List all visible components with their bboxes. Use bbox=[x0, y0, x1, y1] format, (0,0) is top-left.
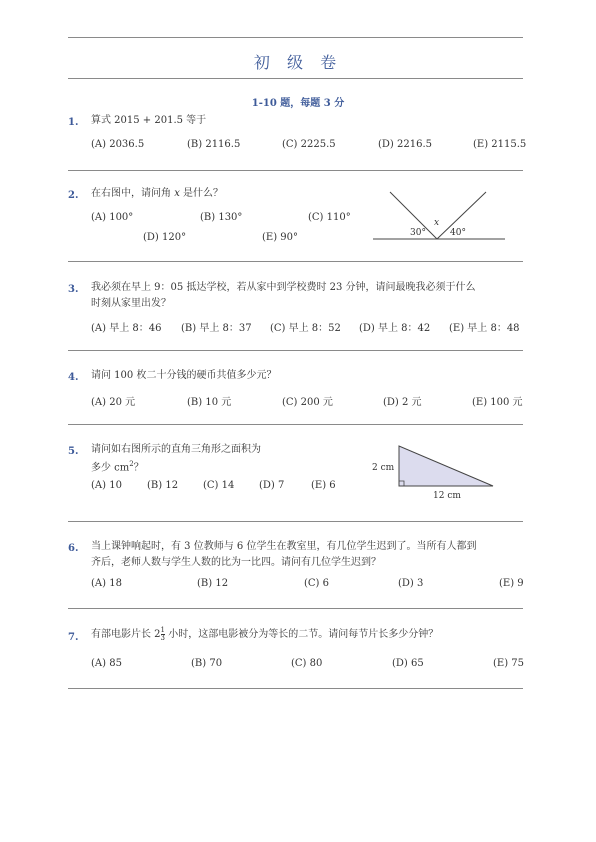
question-number: 4. bbox=[68, 372, 79, 383]
question-divider bbox=[68, 350, 523, 351]
question-text bbox=[91, 627, 438, 643]
question-text-line-2: 齐后，老师人数与学生人数的比为一比四。请问有几位学生迟到？ bbox=[91, 557, 381, 568]
question-text-suffix: ？ bbox=[133, 462, 144, 474]
triangle-figure bbox=[370, 440, 500, 502]
option-d[interactable]: (D) 2216.5 bbox=[378, 139, 432, 150]
question-text-prefix: 在右图中，请问角 bbox=[91, 188, 171, 199]
fraction-denominator: 3 bbox=[160, 634, 166, 642]
option-b[interactable]: (B) 早上 8：37 bbox=[181, 323, 252, 334]
option-c[interactable]: (C) 14 bbox=[203, 480, 235, 491]
option-a[interactable]: (A) 10 bbox=[91, 480, 122, 491]
question-number: 6. bbox=[68, 543, 79, 554]
option-e[interactable]: (E) 9 bbox=[499, 578, 524, 589]
option-d[interactable]: (D) 早上 8：42 bbox=[359, 323, 431, 334]
option-b[interactable]: (B) 12 bbox=[197, 578, 229, 589]
question-text-line-1: 当上课钟响起时，有 3 位教师与 6 位学生在教室里，有几位学生迟到了。当所有人都到 bbox=[91, 541, 477, 552]
right-triangle bbox=[399, 446, 493, 486]
fraction-numerator: 1 bbox=[160, 626, 166, 634]
question-divider bbox=[68, 424, 523, 425]
option-d[interactable]: (D) 2 元 bbox=[383, 397, 422, 408]
question-divider bbox=[68, 608, 523, 609]
option-a[interactable]: (A) 20 元 bbox=[91, 397, 136, 408]
question-text-prefix: 多少 cm bbox=[91, 462, 130, 474]
question-divider bbox=[68, 521, 523, 522]
option-b[interactable]: (B) 70 bbox=[191, 658, 223, 669]
option-c[interactable]: (C) 200 元 bbox=[282, 397, 333, 408]
option-a[interactable]: (A) 早上 8：46 bbox=[91, 323, 162, 334]
option-a[interactable]: (A) 85 bbox=[91, 658, 122, 669]
option-a[interactable]: (A) 100° bbox=[91, 212, 134, 223]
option-d[interactable]: (D) 120° bbox=[143, 232, 187, 243]
title-rule bbox=[68, 78, 523, 79]
question-text-line-1: 我必须在早上 9：05 抵达学校，若从家中到学校费时 23 分钟，请问最晚我必须于什么 bbox=[91, 282, 476, 293]
question-divider bbox=[68, 170, 523, 171]
question-text-line-1: 请问如右图所示的直角三角形之面积为 bbox=[91, 444, 261, 455]
question-number: 3. bbox=[68, 284, 79, 295]
question-text: 请问 100 枚二十分钱的硬币共值多少元？ bbox=[91, 370, 277, 381]
height-label: 2 cm bbox=[372, 463, 395, 473]
question-number: 5. bbox=[68, 446, 79, 457]
question-text-line-2: 时刻从家里出发？ bbox=[91, 298, 171, 309]
option-a[interactable]: (A) 2036.5 bbox=[91, 139, 145, 150]
angle-label-right: 40° bbox=[450, 228, 466, 238]
question-number: 1. bbox=[68, 117, 79, 128]
option-e[interactable]: (E) 2115.5 bbox=[473, 139, 527, 150]
unit-exponent: 2 bbox=[129, 460, 134, 468]
option-c[interactable]: (C) 110° bbox=[308, 212, 351, 223]
option-b[interactable]: (B) 12 bbox=[147, 480, 179, 491]
option-a[interactable]: (A) 18 bbox=[91, 578, 122, 589]
page-title: 初 级 卷 bbox=[253, 53, 343, 72]
option-b[interactable]: (B) 10 元 bbox=[187, 397, 232, 408]
option-e[interactable]: (E) 100 元 bbox=[472, 397, 523, 408]
option-d[interactable]: (D) 65 bbox=[392, 658, 424, 669]
option-b[interactable]: (B) 130° bbox=[200, 212, 243, 223]
angle-variable: x bbox=[174, 188, 180, 199]
base-label: 12 cm bbox=[433, 491, 461, 501]
angle-figure bbox=[368, 188, 510, 244]
option-c[interactable]: (C) 6 bbox=[304, 578, 329, 589]
angle-label-x: x bbox=[434, 218, 440, 228]
section-heading: 1-10 题，每题 3 分 bbox=[251, 98, 345, 109]
angle-label-left: 30° bbox=[410, 228, 426, 238]
option-c[interactable]: (C) 2225.5 bbox=[282, 139, 336, 150]
question-text-line-2 bbox=[91, 456, 144, 476]
question-text: 算式 2015 + 201.5 等于 bbox=[91, 115, 207, 126]
question-text-prefix: 有部电影片长 2 bbox=[91, 629, 161, 640]
option-e[interactable]: (E) 90° bbox=[262, 232, 299, 243]
option-d[interactable]: (D) 7 bbox=[259, 480, 285, 491]
question-text-suffix: 小时，这部电影被分为等长的二节。请问每节片长多少分钟？ bbox=[168, 629, 439, 640]
option-c[interactable]: (C) 80 bbox=[291, 658, 323, 669]
question-number: 2. bbox=[68, 190, 79, 201]
top-rule bbox=[68, 37, 523, 38]
question-text bbox=[91, 186, 223, 202]
question-divider bbox=[68, 688, 523, 689]
option-e[interactable]: (E) 75 bbox=[493, 658, 525, 669]
question-text-suffix: 是什么？ bbox=[183, 188, 224, 199]
option-d[interactable]: (D) 3 bbox=[398, 578, 424, 589]
question-divider bbox=[68, 261, 523, 262]
option-e[interactable]: (E) 早上 8：48 bbox=[449, 323, 520, 334]
option-e[interactable]: (E) 6 bbox=[311, 480, 336, 491]
question-number: 7. bbox=[68, 632, 79, 643]
mixed-fraction bbox=[161, 627, 165, 642]
option-b[interactable]: (B) 2116.5 bbox=[187, 139, 241, 150]
option-c[interactable]: (C) 早上 8：52 bbox=[270, 323, 341, 334]
